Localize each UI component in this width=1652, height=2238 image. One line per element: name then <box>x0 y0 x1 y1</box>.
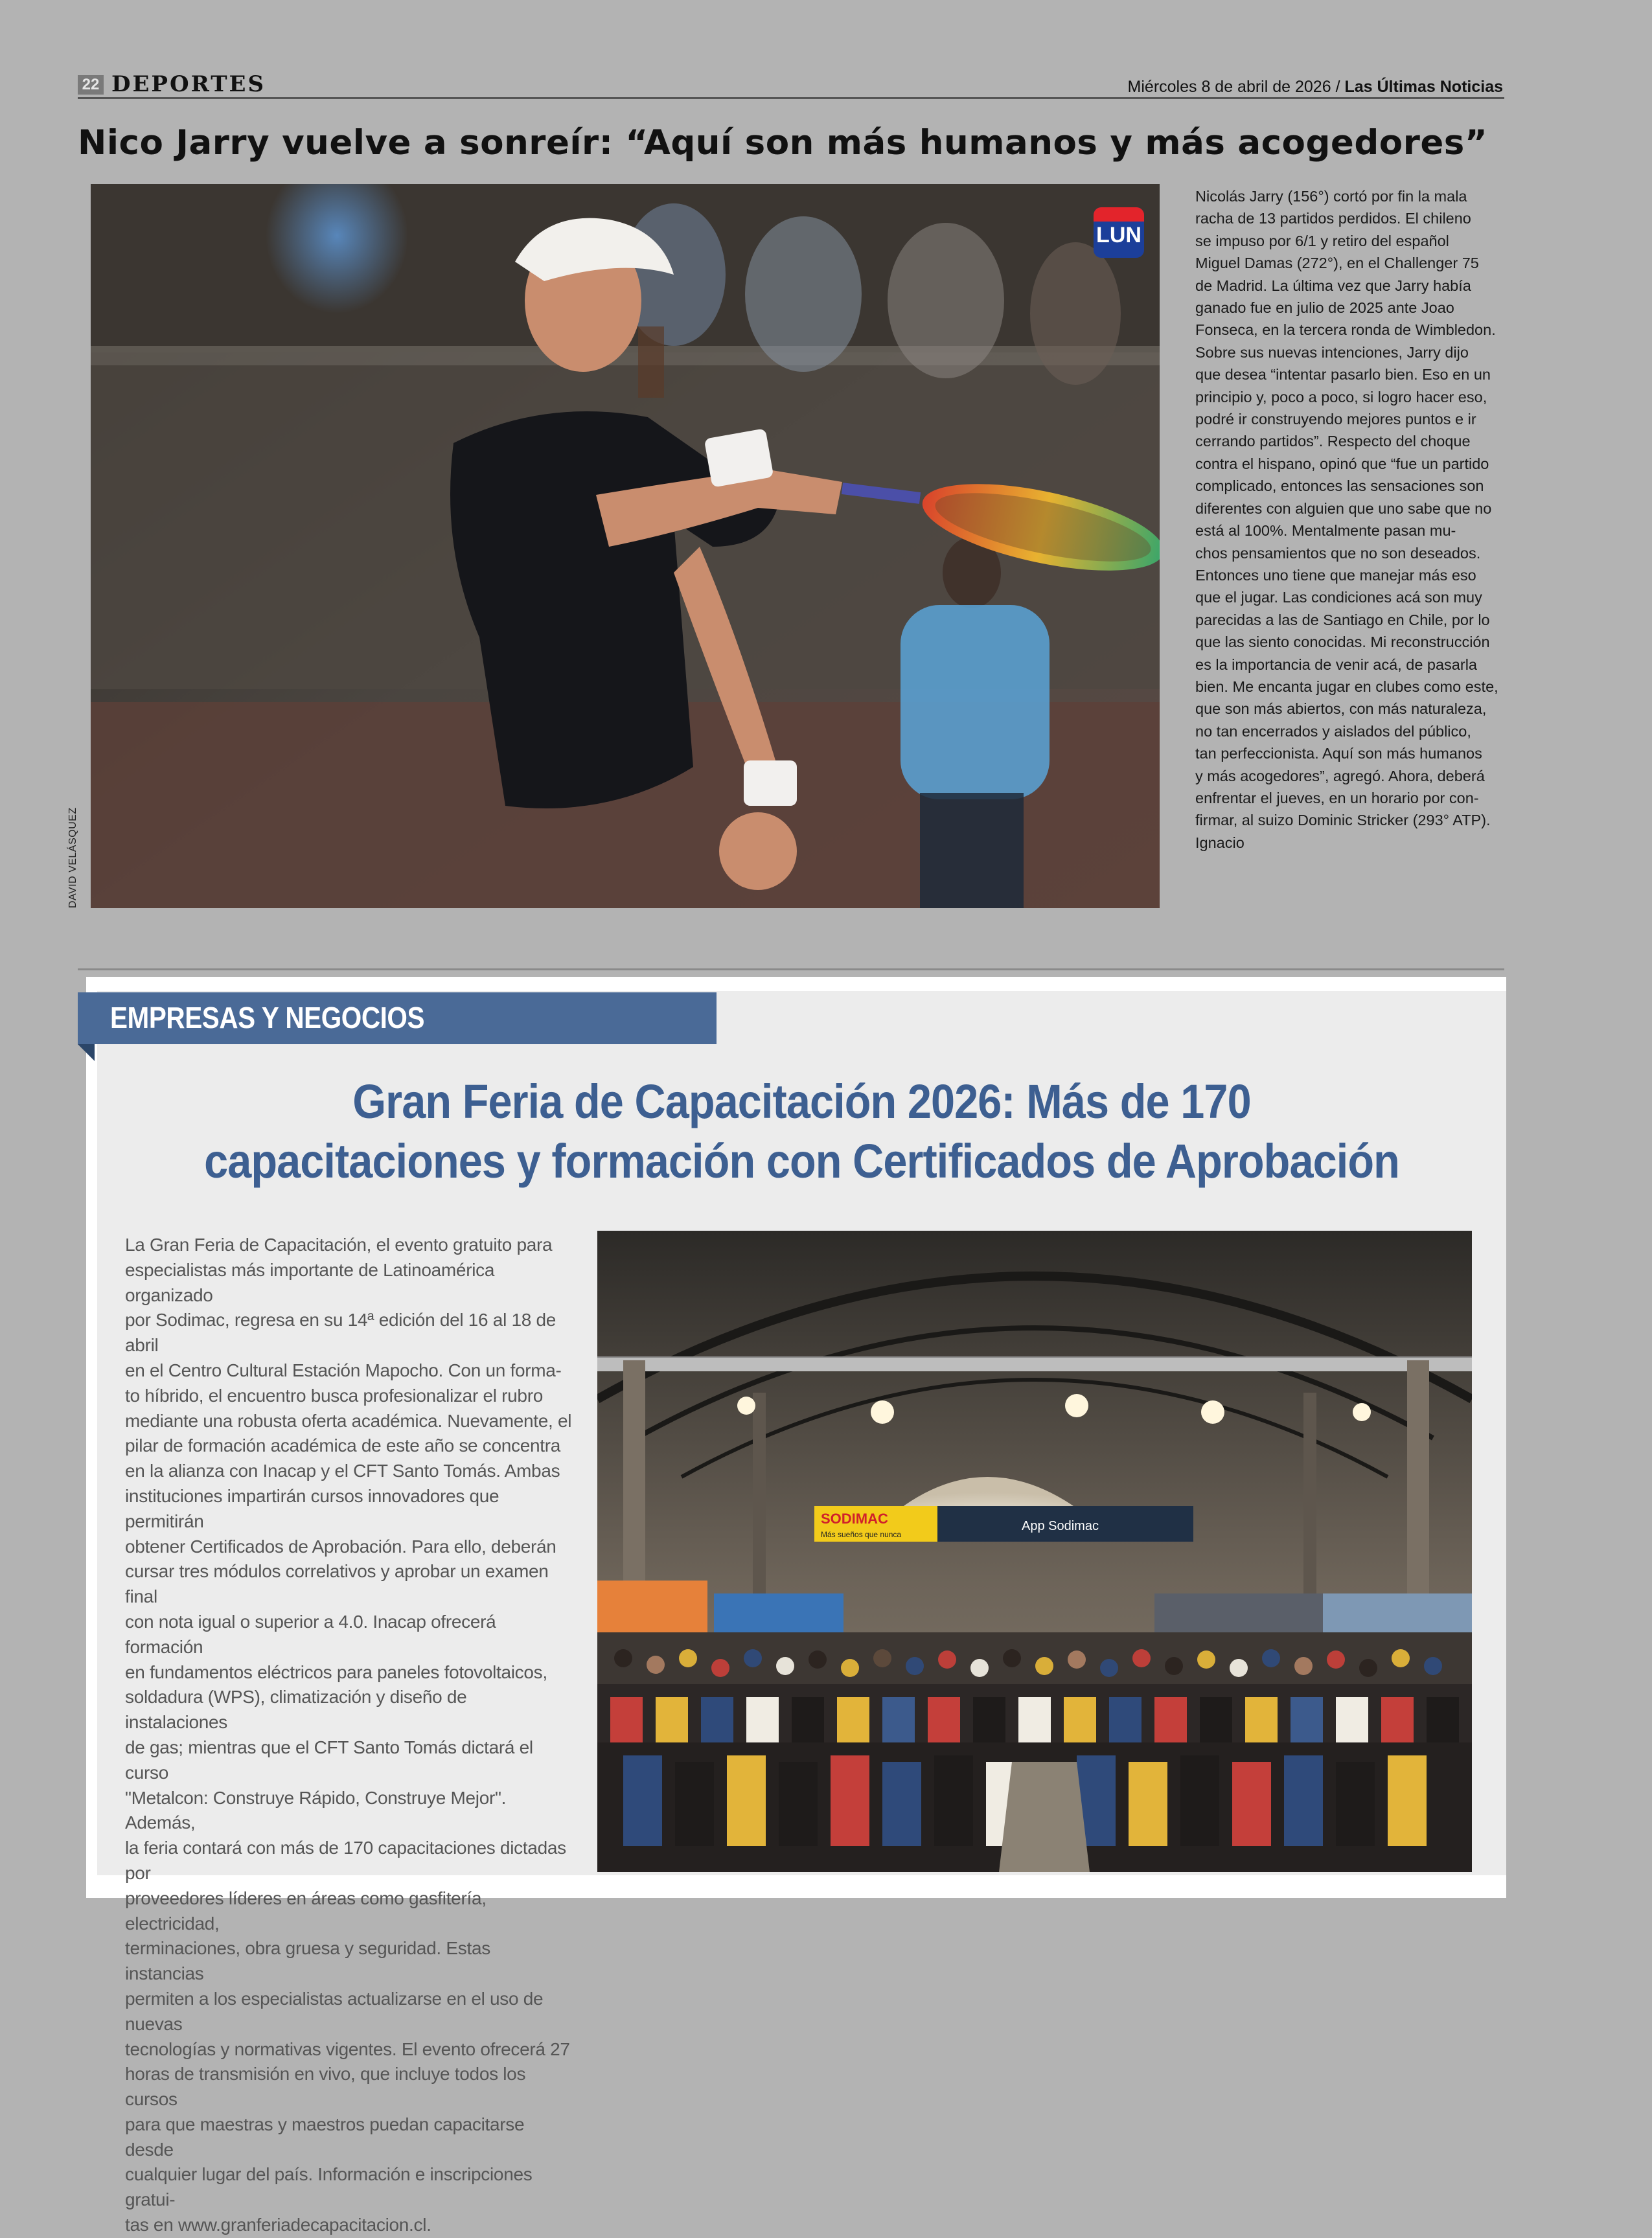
issue-date: Miércoles 8 de abril de 2026 <box>1127 78 1331 96</box>
tennis-player-photo <box>91 184 1160 908</box>
article-headline: Nico Jarry vuelve a sonreír: “Aquí son más humanos y más acogedores” <box>78 123 1488 163</box>
tennis-photo-illustration <box>91 184 1160 908</box>
date-separator: / <box>1335 78 1340 96</box>
logo-text: LUN <box>1096 223 1141 247</box>
article-body: Nicolás Jarry (156°) cortó por fin la mala racha de 13 partidos perdidos. El chileno se impuso por 6/1 y retiro del español Miguel Damas (272°), en el Challenger 75 de Madrid. La última vez que Jarry había ganado fue en julio de 2025 ante Joao Fonseca, en la tercera ronda de Wimbledon. Sobre sus nuevas intenciones, Jarry dijo que desea “intentar pasarlo bien. Eso en un principio y, poco a poco, si logro hacer eso, podré ir construyendo mejores puntos e ir cerrando partidos”. Respecto del choque contra el hispano, opinó que “fue un partido complicado, entonces las sensaciones son diferentes con alguien que uno sabe que no está al 100%. Mentalmente pasan mu- chos pensamientos que no son deseados. Entonces uno tiene que manejar más eso que el jugar. Las condiciones acá son muy parecidas a las de Santiago en Chile, por lo que las siento conocidas. Mi reconstrucción es la importancia de venir acá, de pasarla bien. Me encanta jugar en clubes como este, que son más abiertos, con más naturaleza, no tan encerrados y aislados del público, tan perfeccionista. Aquí son más humanos y más acogedores”, agregó. Ahora, deberá enfrentar el jueves, en un horario por con- firmar, al suizo Dominic Stricker (293° ATP). Ignacio <box>1195 188 1498 851</box>
publication-name: Las Últimas Noticias <box>1344 78 1503 96</box>
section-banner-label: EMPRESAS Y NEGOCIOS <box>110 1001 425 1034</box>
app-sodimac-sign: App Sodimac <box>1022 1519 1099 1533</box>
headline-line-2: capacitaciones y formación con Certificados de Aprobación <box>204 1134 1399 1188</box>
section-divider <box>78 968 1504 970</box>
banner-fold-decoration <box>78 1044 95 1061</box>
fair-photo-illustration <box>597 1231 1472 1872</box>
lun-logo-icon <box>1094 207 1144 258</box>
header-divider <box>78 97 1504 99</box>
headline-line-1: Gran Feria de Capacitación 2026: Más de 170 <box>352 1075 1251 1128</box>
feature-body: La Gran Feria de Capacitación, el evento gratuito para especialistas más importante de Latinoamérica organizado por Sodimac, regresa en su 14ª edición del 16 al 18 de abril en el Centro Cultural Estación Mapocho. Con un forma- to híbrido, el encuentro busca profesionalizar el rubro mediante una robusta oferta académica. Nuevamente, el pilar de formación académica de este año se concentra en la alianza con Inacap y el CFT Santo Tomás. Ambas instituciones impartirán cursos innovadores que permitirán obtener Certificados de Aprobación. Para ello, deberán cursar tres módulos correlativos y aprobar un examen final con nota igual o superior a 4.0. Inacap ofrecerá formación en fundamentos eléctricos para paneles fotovoltaicos, soldadura (WPS), climatización y diseño de instalaciones de gas; mientras que el CFT Santo Tomás dictará el curso "Metalcon: Construye Rápido, Construye Mejor". Además, la feria contará con más de 170 capacitaciones dictadas por proveedores líderes en áreas como gasfitería, electricidad, terminaciones, obra gruesa y seguridad. Estas instancias permiten a los especialistas actualizarse en el uso de nuevas tecnologías y normativas vigentes. El evento ofrecerá 27 horas de transmisión en vivo, que incluye todos los cursos para que maestras y maestros puedan capacitarse desde cualquier lugar del país. Información e inscripciones gratui- tas en www.granferiadecapacitacion.cl. <box>125 1235 572 2235</box>
date-line <box>1128 78 1503 97</box>
sodimac-tagline: Más sueños que nunca <box>821 1530 902 1539</box>
photo-credit: DAVID VELÁSQUEZ <box>67 807 78 908</box>
feature-headline <box>97 1072 1506 1191</box>
section-title: DEPORTES <box>111 71 266 97</box>
sodimac-sign: SODIMAC <box>821 1511 888 1527</box>
logo-red-band <box>1094 207 1144 222</box>
fair-crowd-photo <box>597 1231 1472 1872</box>
page-number: 22 <box>78 75 104 95</box>
